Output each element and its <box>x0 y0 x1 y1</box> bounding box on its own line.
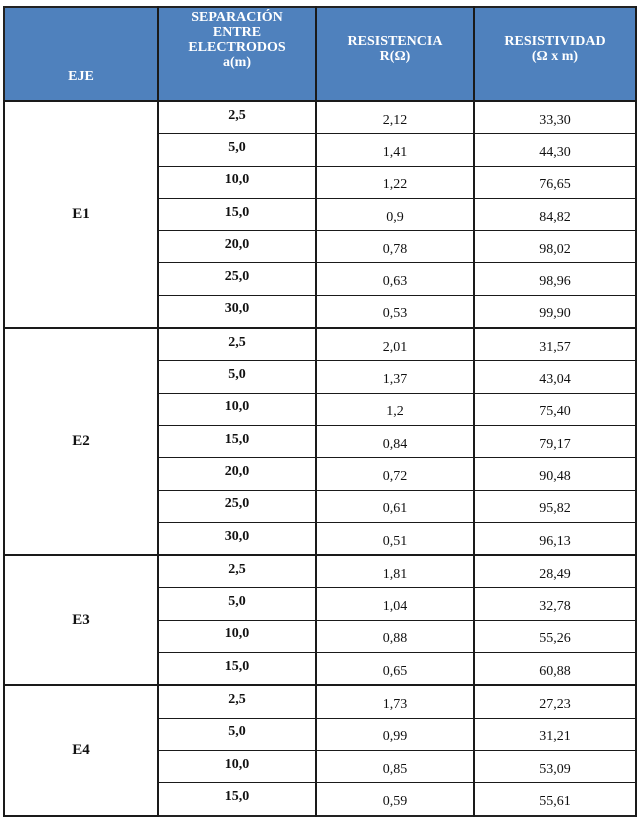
resistividad-cell: 32,78 <box>474 588 636 620</box>
separacion-cell: 15,0 <box>158 783 316 816</box>
resistividad-cell: 28,49 <box>474 555 636 588</box>
table-header <box>4 7 636 101</box>
resistencia-cell: 0,61 <box>316 490 474 522</box>
resistencia-cell: 1,81 <box>316 555 474 588</box>
header-row <box>4 7 636 101</box>
resistencia-cell: 1,41 <box>316 134 474 166</box>
separacion-cell: 20,0 <box>158 458 316 490</box>
resistencia-cell: 0,72 <box>316 458 474 490</box>
resistividad-cell: 33,30 <box>474 101 636 134</box>
resistencia-cell: 0,65 <box>316 653 474 686</box>
separacion-cell: 10,0 <box>158 620 316 652</box>
resistencia-cell: 0,99 <box>316 718 474 750</box>
separacion-cell: 15,0 <box>158 425 316 457</box>
resistividad-cell: 44,30 <box>474 134 636 166</box>
separacion-cell: 25,0 <box>158 263 316 295</box>
resistividad-cell: 84,82 <box>474 198 636 230</box>
separacion-cell: 2,5 <box>158 555 316 588</box>
resistencia-cell: 0,59 <box>316 783 474 816</box>
header-resistividad <box>474 7 636 101</box>
resistividad-cell: 53,09 <box>474 750 636 782</box>
separacion-cell: 5,0 <box>158 718 316 750</box>
table-row <box>4 101 636 134</box>
resistencia-cell: 0,9 <box>316 198 474 230</box>
header-resistividad-line2: (Ω x m) <box>531 49 579 64</box>
resistencia-cell: 1,22 <box>316 166 474 198</box>
resistividad-cell: 55,61 <box>474 783 636 816</box>
header-separacion-line2: ENTRE <box>212 25 262 40</box>
eje-cell: E1 <box>4 101 158 328</box>
separacion-cell: 2,5 <box>158 101 316 134</box>
header-separacion <box>158 7 316 101</box>
separacion-cell: 2,5 <box>158 328 316 361</box>
resistividad-cell: 98,96 <box>474 263 636 295</box>
separacion-cell: 20,0 <box>158 231 316 263</box>
header-separacion-line3: ELECTRODOS <box>188 40 286 55</box>
separacion-cell: 5,0 <box>158 361 316 393</box>
resistividad-cell: 31,57 <box>474 328 636 361</box>
resistividad-cell: 90,48 <box>474 458 636 490</box>
resistividad-cell: 96,13 <box>474 522 636 555</box>
resistencia-cell: 0,53 <box>316 295 474 328</box>
separacion-cell: 5,0 <box>158 588 316 620</box>
resistencia-cell: 1,73 <box>316 685 474 718</box>
separacion-cell: 10,0 <box>158 393 316 425</box>
header-separacion-line1: SEPARACIÓN <box>191 10 283 25</box>
resistencia-cell: 2,01 <box>316 328 474 361</box>
resistencia-cell: 0,63 <box>316 263 474 295</box>
resistividad-cell: 31,21 <box>474 718 636 750</box>
resistencia-cell: 0,85 <box>316 750 474 782</box>
resistividad-cell: 55,26 <box>474 620 636 652</box>
resistencia-cell: 1,2 <box>316 393 474 425</box>
header-resistividad-line1: RESISTIVIDAD <box>504 34 606 49</box>
resistividad-cell: 60,88 <box>474 653 636 686</box>
resistencia-cell: 0,78 <box>316 231 474 263</box>
resistencia-cell: 0,84 <box>316 425 474 457</box>
resistividad-cell: 75,40 <box>474 393 636 425</box>
resistencia-cell: 1,04 <box>316 588 474 620</box>
header-eje <box>4 7 158 101</box>
resistividad-cell: 76,65 <box>474 166 636 198</box>
separacion-cell: 25,0 <box>158 490 316 522</box>
resistividad-cell: 27,23 <box>474 685 636 718</box>
table-row <box>4 555 636 588</box>
resistividad-cell: 99,90 <box>474 295 636 328</box>
resistencia-cell: 0,88 <box>316 620 474 652</box>
separacion-cell: 5,0 <box>158 134 316 166</box>
table-body <box>4 101 636 816</box>
resistividad-cell: 98,02 <box>474 231 636 263</box>
header-eje-label: EJE <box>68 69 94 84</box>
header-resistencia <box>316 7 474 101</box>
separacion-cell: 2,5 <box>158 685 316 718</box>
header-separacion-line4: a(m) <box>223 55 251 70</box>
resistividad-cell: 95,82 <box>474 490 636 522</box>
resistencia-cell: 2,12 <box>316 101 474 134</box>
separacion-cell: 10,0 <box>158 166 316 198</box>
resistencia-cell: 0,51 <box>316 522 474 555</box>
table-row <box>4 328 636 361</box>
separacion-cell: 30,0 <box>158 295 316 328</box>
separacion-cell: 10,0 <box>158 750 316 782</box>
separacion-cell: 15,0 <box>158 653 316 686</box>
eje-cell: E2 <box>4 328 158 555</box>
header-resistencia-line2: R(Ω) <box>379 49 411 64</box>
resistividad-cell: 79,17 <box>474 425 636 457</box>
table-row <box>4 685 636 718</box>
eje-cell: E4 <box>4 685 158 815</box>
separacion-cell: 15,0 <box>158 198 316 230</box>
resistencia-cell: 1,37 <box>316 361 474 393</box>
resistivity-table <box>3 6 637 817</box>
header-resistencia-line1: RESISTENCIA <box>347 34 443 49</box>
eje-cell: E3 <box>4 555 158 685</box>
resistividad-cell: 43,04 <box>474 361 636 393</box>
separacion-cell: 30,0 <box>158 522 316 555</box>
